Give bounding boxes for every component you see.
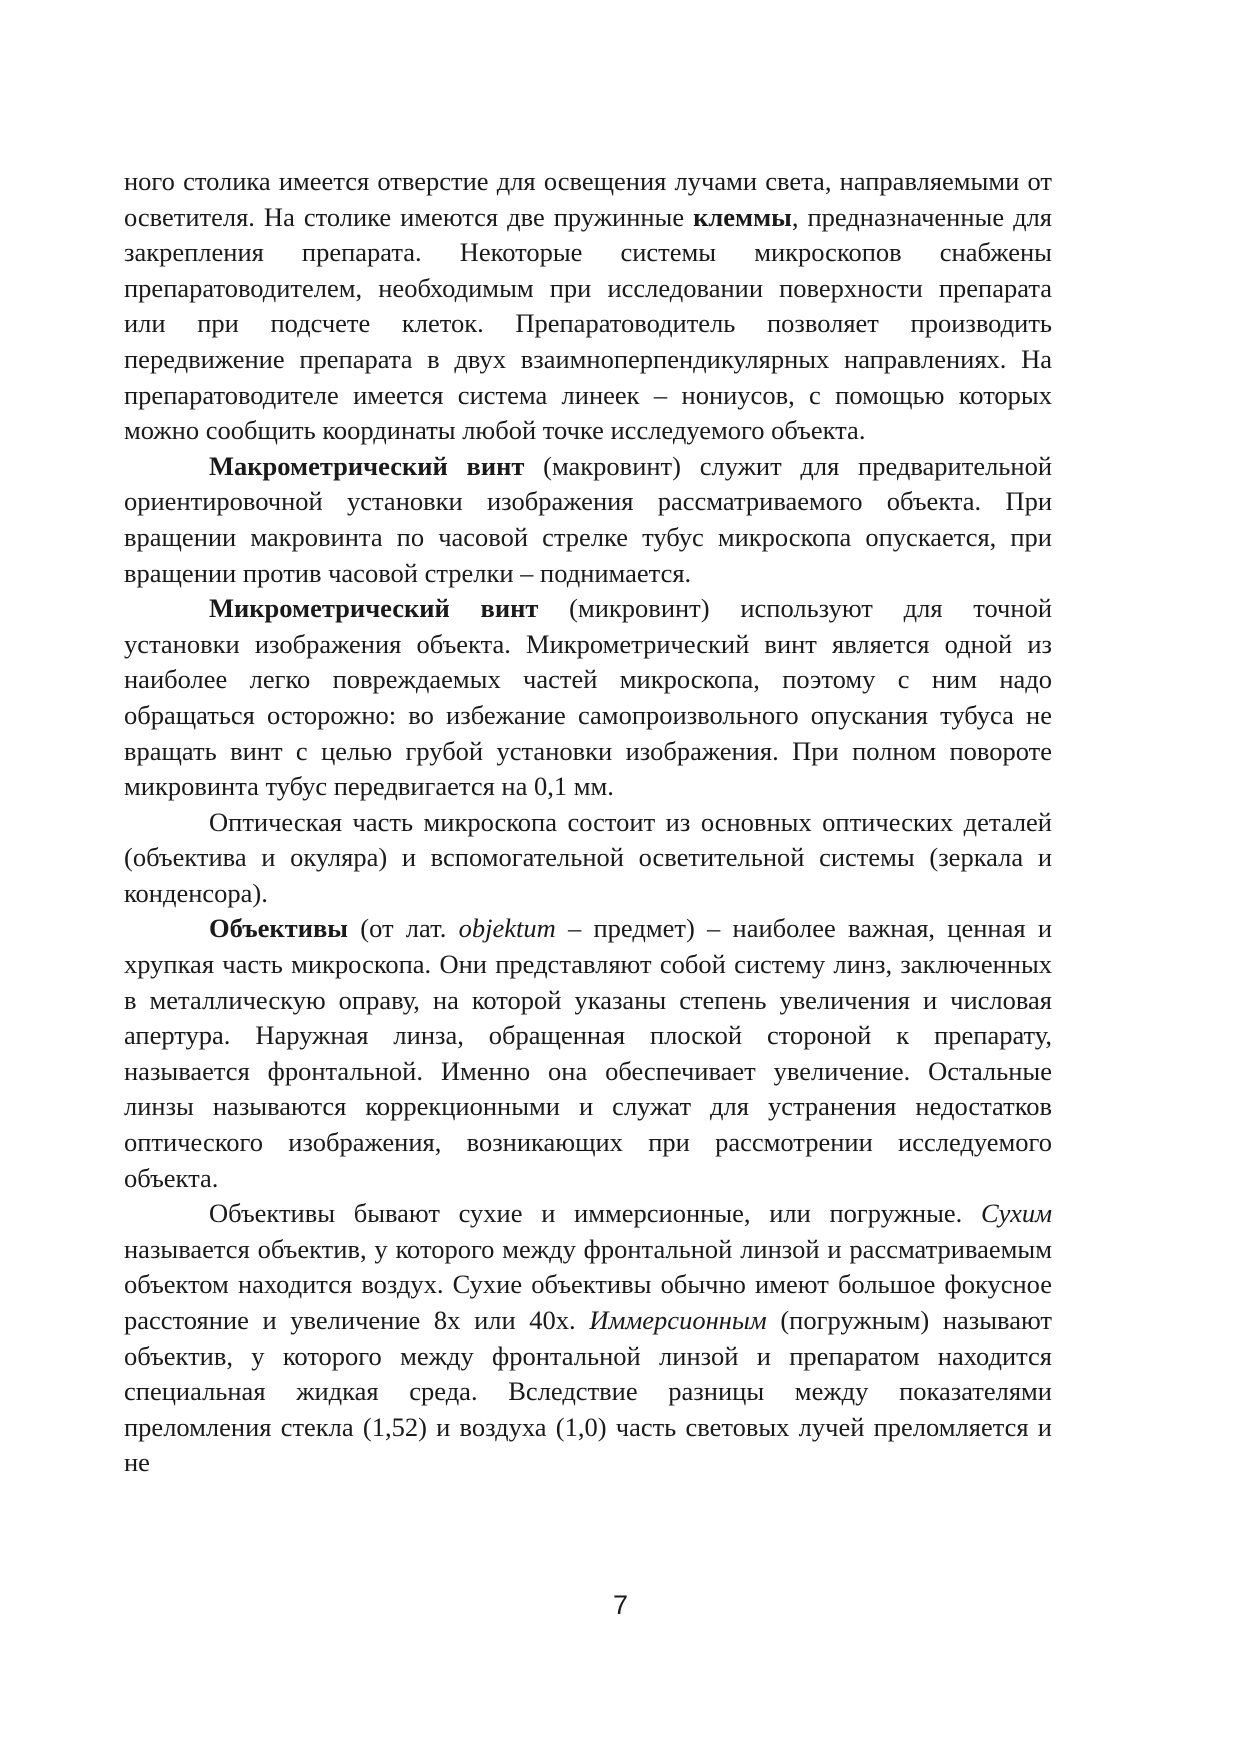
text-run: ного столика имеется отверстие для освещения лучами света, направляемыми от осветителя. На столике имеются две пружинные xyxy=(124,166,1052,232)
body-text xyxy=(124,164,1052,1481)
bold-term: Микрометрический винт xyxy=(209,593,539,624)
italic-term: Сухим xyxy=(980,1198,1052,1229)
paragraph xyxy=(124,1196,1052,1481)
bold-term: Объективы xyxy=(209,913,348,944)
text-run: – предмет) – наиболее важная, ценная и хрупкая часть микроскопа. Они представляют собой систему линз, заключенных в металлическую оправу, на которой указаны степень увеличения и числовая апертура. Наружная линза, обращенная плоской стороной к препарату, называется фронтальной. Именно она обеспечивает увеличение. Остальные линзы называются коррекционными и служат для устранения недостатков оптического изображения, возникающих при рассмотрении исследуемого объекта. xyxy=(124,913,1053,1193)
paragraph xyxy=(124,164,1052,449)
text-run: (погружным) называют объектив, у которого между фронтальной линзой и препаратом находится специальная жидкая среда. Вследствие разницы между показателями преломления стекла (1,52) и воздуха (1,0) часть световых лучей преломляется и не xyxy=(124,1305,1052,1478)
text-run: (макровинт) служит для предварительной ориентировочной установки изображения рассматриваемого объекта. При вращении макровинта по часовой стрелке тубус микроскопа опускается, при вращении против часовой стрелки – поднимается. xyxy=(124,450,1053,588)
italic-term: objektum xyxy=(458,913,556,944)
text-run: , предназначенные для закрепления препарата. Некоторые системы микроскопов снабжены препаратоводителем, необходимым при исследовании поверхности препарата или при подсчете клеток. Препаратоводитель позволяет производить передвижение препарата в двух взаимноперпендикулярных направлениях. На препаратоводителе имеется система линеек – нониусов, с помощью которых можно сообщить координаты любой точке исследуемого объекта. xyxy=(124,201,1052,446)
bold-term: клеммы xyxy=(693,201,792,232)
text-run: (микровинт) используют для точной установки изображения объекта. Микрометрический винт является одной из наиболее легко повреждаемых частей микроскопа, поэтому с ним надо обращаться осторожно: во избежание самопроизвольного опускания тубуса не вращать винт с целью грубой установки изображения. При полном повороте микровинта тубус передвигается на 0,1 мм. xyxy=(124,593,1052,802)
paragraph xyxy=(124,591,1052,805)
page-number: 7 xyxy=(612,1590,629,1620)
paragraph xyxy=(124,805,1052,912)
paragraph xyxy=(124,449,1052,591)
bold-term: Макрометрический винт xyxy=(209,450,525,481)
text-run: Оптическая часть микроскопа состоит из основных оптических деталей (объектива и окуляра) и вспомогательной осветительной системы (зеркала и конденсора). xyxy=(124,806,1052,908)
text-run: называется объектив, у которого между фронтальной линзой и рассматриваемым объектом находится воздух. Сухие объективы обычно имеют большое фокусное расстояние и увеличение 8х или 40х. xyxy=(124,1233,1052,1335)
paragraph xyxy=(124,911,1052,1196)
italic-term: Иммерсионным xyxy=(589,1305,767,1335)
text-run: (от лат. xyxy=(347,913,459,944)
text-run: Объективы бывают сухие и иммерсионные, или погружные. xyxy=(209,1198,981,1229)
